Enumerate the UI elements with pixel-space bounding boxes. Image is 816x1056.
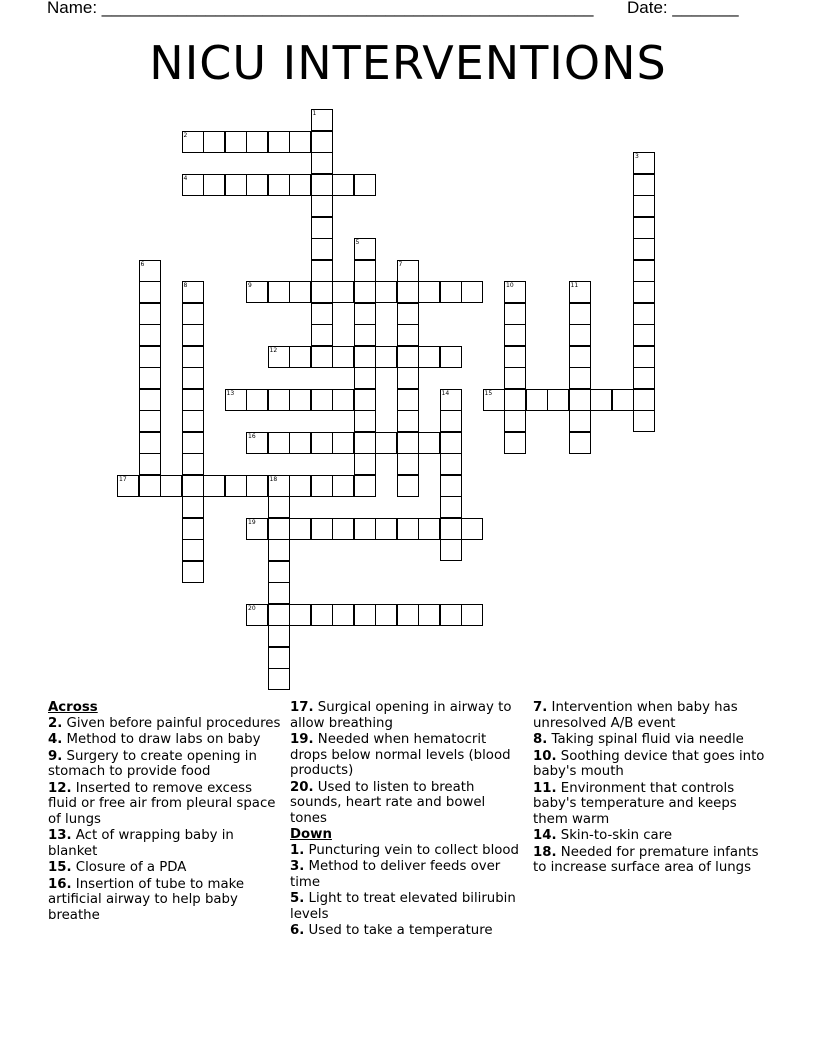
grid-cell[interactable] [332, 174, 354, 196]
grid-cell[interactable] [354, 281, 376, 303]
clue-number: 8 [183, 282, 188, 289]
clue-number-label: 8. [533, 732, 548, 747]
grid-cell[interactable] [397, 518, 419, 540]
down-clue [533, 781, 769, 828]
grid-cell[interactable] [246, 389, 268, 411]
grid-cell[interactable] [225, 174, 247, 196]
grid-cell[interactable] [526, 389, 548, 411]
grid-cell[interactable] [246, 174, 268, 196]
grid-cell[interactable] [203, 475, 225, 497]
clue-number-label: 16. [48, 876, 72, 892]
grid-cell[interactable] [569, 346, 591, 368]
grid-cell[interactable] [375, 346, 397, 368]
grid-cell[interactable] [418, 604, 440, 626]
down-clue-list-continued [533, 700, 769, 876]
grid-cell[interactable] [504, 324, 526, 346]
clue-number: 15 [484, 389, 493, 397]
clue-number: 11 [570, 282, 579, 289]
grid-cell[interactable] [332, 432, 354, 454]
grid-cell[interactable] [246, 131, 268, 153]
grid-cell[interactable] [354, 604, 376, 626]
clue-number-label: 5. [290, 891, 305, 906]
grid-cell[interactable] [268, 518, 290, 540]
grid-cell[interactable] [268, 561, 290, 583]
grid-cell[interactable] [397, 260, 419, 282]
grid-cell[interactable] [160, 475, 182, 497]
grid-cell[interactable] [139, 281, 161, 303]
clue-number: 7 [398, 260, 403, 268]
clue-number-label: 9. [48, 748, 63, 764]
grid-cell[interactable] [612, 389, 634, 411]
grid-cell[interactable] [569, 303, 591, 325]
clue-text: Given before painful procedures [62, 715, 281, 731]
clue-number: 13 [226, 389, 235, 397]
grid-cell[interactable] [332, 346, 354, 368]
clue-number-label: 1. [290, 842, 305, 858]
down-clue [533, 700, 769, 731]
grid-cell[interactable] [203, 174, 225, 196]
grid-cell[interactable] [397, 324, 419, 346]
grid-cell[interactable] [332, 475, 354, 497]
clue-text: Used to listen to breath sounds, heart rate and bowel tones [290, 779, 486, 826]
clue-text: Light to treat elevated bilirubin levels [290, 891, 516, 922]
grid-cell[interactable] [311, 174, 333, 196]
grid-cell[interactable] [311, 324, 333, 346]
grid-cell[interactable] [139, 453, 161, 475]
grid-cell[interactable] [418, 346, 440, 368]
grid-cell[interactable] [354, 389, 376, 411]
grid-cell[interactable] [440, 518, 462, 540]
grid-cell[interactable] [311, 604, 333, 626]
grid-cell[interactable] [569, 410, 591, 432]
clue-number-label: 2. [48, 715, 63, 731]
grid-cell[interactable] [375, 281, 397, 303]
clue-number: 1 [312, 110, 317, 117]
across-clue [290, 780, 526, 827]
grid-cell[interactable] [569, 324, 591, 346]
grid-cell[interactable] [354, 260, 376, 282]
grid-cell[interactable] [418, 518, 440, 540]
down-clue [290, 923, 526, 939]
across-clue [48, 828, 284, 859]
grid-cell[interactable] [182, 281, 204, 303]
clue-number-label: 11. [533, 780, 557, 796]
page-title: NICU INTERVENTIONS [149, 36, 667, 90]
across-clue [48, 732, 284, 748]
grid-cell[interactable] [139, 260, 161, 282]
grid-cell[interactable] [311, 475, 333, 497]
grid-cell[interactable] [633, 324, 655, 346]
grid-cell[interactable] [354, 432, 376, 454]
grid-cell[interactable] [332, 604, 354, 626]
grid-cell[interactable] [354, 475, 376, 497]
grid-cell[interactable] [268, 475, 290, 497]
grid-cell[interactable] [397, 604, 419, 626]
clue-number: 4 [183, 174, 188, 182]
grid-cell[interactable] [225, 131, 247, 153]
grid-cell[interactable] [182, 475, 204, 497]
name-label-text: Name: [47, 0, 102, 17]
grid-cell[interactable] [633, 346, 655, 368]
down-clue-list [290, 843, 526, 939]
grid-cell[interactable] [547, 389, 569, 411]
grid-cell[interactable] [440, 389, 462, 411]
clue-text: Insertion of tube to make artificial airway to help baby breathe [48, 876, 245, 923]
grid-cell[interactable] [397, 346, 419, 368]
grid-cell[interactable] [354, 518, 376, 540]
grid-cell[interactable] [504, 410, 526, 432]
grid-cell[interactable] [569, 389, 591, 411]
grid-cell[interactable] [397, 303, 419, 325]
grid-cell[interactable] [289, 346, 311, 368]
grid-cell[interactable] [182, 539, 204, 561]
across-clue-list-continued [290, 700, 526, 826]
grid-cell[interactable] [182, 453, 204, 475]
grid-cell[interactable] [375, 432, 397, 454]
grid-cell[interactable] [440, 432, 462, 454]
down-heading: Down [290, 827, 332, 842]
grid-cell[interactable] [268, 668, 290, 690]
grid-cell[interactable] [633, 281, 655, 303]
grid-cell[interactable] [504, 367, 526, 389]
clue-text: Intervention when baby has unresolved A/B event [533, 700, 738, 731]
grid-cell[interactable] [440, 475, 462, 497]
clue-text: Taking spinal fluid via needle [547, 732, 744, 747]
across-heading: Across [48, 700, 98, 715]
grid-cell[interactable] [354, 367, 376, 389]
grid-cell[interactable] [311, 131, 333, 153]
grid-cell[interactable] [397, 389, 419, 411]
grid-cell[interactable] [440, 453, 462, 475]
clue-text: Needed when hematocrit drops below normal levels (blood products) [290, 732, 511, 778]
grid-cell[interactable] [354, 238, 376, 260]
across-clue [48, 716, 284, 732]
grid-cell[interactable] [182, 518, 204, 540]
grid-cell[interactable] [461, 518, 483, 540]
grid-cell[interactable] [440, 496, 462, 518]
grid-cell[interactable] [311, 109, 333, 131]
grid-cell[interactable] [182, 346, 204, 368]
clue-number-label: 7. [533, 700, 548, 715]
grid-cell[interactable] [440, 410, 462, 432]
grid-cell[interactable] [354, 346, 376, 368]
grid-cell[interactable] [354, 453, 376, 475]
grid-cell[interactable] [203, 131, 225, 153]
grid-cell[interactable] [139, 389, 161, 411]
clue-number-label: 4. [48, 732, 63, 747]
down-clue [290, 843, 526, 859]
clue-number-label: 15. [48, 860, 72, 875]
grid-cell[interactable] [182, 432, 204, 454]
grid-cell[interactable] [182, 324, 204, 346]
grid-cell[interactable] [633, 367, 655, 389]
grid-cell[interactable] [633, 260, 655, 282]
grid-cell[interactable] [633, 217, 655, 239]
grid-cell[interactable] [182, 389, 204, 411]
down-clue [533, 732, 769, 748]
grid-cell[interactable] [268, 281, 290, 303]
grid-cell[interactable] [504, 303, 526, 325]
grid-cell[interactable] [139, 367, 161, 389]
grid-cell[interactable] [139, 432, 161, 454]
grid-cell[interactable] [311, 346, 333, 368]
grid-cell[interactable] [225, 389, 247, 411]
grid-cell[interactable] [182, 303, 204, 325]
grid-cell[interactable] [311, 432, 333, 454]
grid-cell[interactable] [633, 195, 655, 217]
grid-cell[interactable] [569, 367, 591, 389]
grid-cell[interactable] [375, 518, 397, 540]
grid-cell[interactable] [633, 174, 655, 196]
grid-cell[interactable] [246, 518, 268, 540]
clue-text: Surgical opening in airway to allow breathing [290, 700, 512, 731]
grid-cell[interactable] [268, 346, 290, 368]
grid-cell[interactable] [139, 410, 161, 432]
grid-cell[interactable] [268, 496, 290, 518]
clue-column-1 [48, 700, 284, 924]
grid-cell[interactable] [246, 281, 268, 303]
grid-cell[interactable] [504, 281, 526, 303]
grid-cell[interactable] [311, 152, 333, 174]
grid-cell[interactable] [633, 238, 655, 260]
clue-number: 2 [183, 131, 188, 139]
grid-cell[interactable] [139, 303, 161, 325]
grid-cell[interactable] [268, 432, 290, 454]
grid-cell[interactable] [182, 131, 204, 153]
grid-cell[interactable] [483, 389, 505, 411]
grid-cell[interactable] [418, 432, 440, 454]
clue-number: 16 [248, 432, 256, 440]
grid-cell[interactable] [289, 389, 311, 411]
clue-text: Skin-to-skin care [556, 828, 673, 843]
across-clue [290, 732, 526, 779]
grid-cell[interactable] [289, 518, 311, 540]
clue-text: Closure of a PDA [71, 860, 187, 875]
grid-cell[interactable] [268, 582, 290, 604]
grid-cell[interactable] [354, 324, 376, 346]
clue-text: Method to draw labs on baby [62, 732, 261, 747]
clue-number-label: 6. [290, 923, 305, 938]
grid-cell[interactable] [289, 475, 311, 497]
grid-cell[interactable] [461, 281, 483, 303]
grid-cell[interactable] [504, 389, 526, 411]
grid-cell[interactable] [311, 260, 333, 282]
grid-cell[interactable] [397, 410, 419, 432]
grid-cell[interactable] [461, 604, 483, 626]
grid-cell[interactable] [268, 625, 290, 647]
down-clue [533, 845, 769, 876]
clue-number-label: 17. [290, 700, 314, 715]
clue-text: Needed for premature infants to increase surface area of lungs [533, 844, 759, 875]
down-clue [290, 859, 526, 890]
name-line[interactable]: ____________________________________________________ [101, 0, 594, 17]
grid-cell[interactable] [633, 303, 655, 325]
grid-cell[interactable] [246, 604, 268, 626]
clue-number-label: 10. [533, 748, 557, 764]
grid-cell[interactable] [440, 539, 462, 561]
grid-cell[interactable] [182, 561, 204, 583]
grid-cell[interactable] [633, 410, 655, 432]
grid-cell[interactable] [289, 604, 311, 626]
clue-number-label: 19. [290, 732, 314, 747]
clue-text: Inserted to remove excess fluid or free air from pleural space of lungs [48, 780, 276, 827]
grid-cell[interactable] [139, 346, 161, 368]
grid-cell[interactable] [182, 174, 204, 196]
grid-cell[interactable] [246, 432, 268, 454]
across-clue [48, 860, 284, 876]
grid-cell[interactable] [268, 131, 290, 153]
clue-number: 3 [635, 153, 639, 160]
clue-number-label: 12. [48, 780, 72, 796]
date-label-text: Date: [627, 0, 673, 17]
clue-column-3 [533, 700, 769, 877]
grid-cell[interactable] [504, 432, 526, 454]
across-clue [290, 700, 526, 731]
grid-cell[interactable] [332, 518, 354, 540]
clue-text: Puncturing vein to collect blood [304, 842, 519, 858]
clue-number: 20 [248, 604, 256, 612]
grid-cell[interactable] [418, 281, 440, 303]
grid-cell[interactable] [311, 303, 333, 325]
grid-cell[interactable] [289, 174, 311, 196]
grid-cell[interactable] [182, 496, 204, 518]
grid-cell[interactable] [268, 174, 290, 196]
grid-cell[interactable] [354, 410, 376, 432]
grid-cell[interactable] [440, 346, 462, 368]
grid-cell[interactable] [268, 604, 290, 626]
date-line[interactable]: _______ [672, 0, 739, 17]
clue-number-label: 18. [533, 844, 557, 860]
clue-number: 6 [140, 260, 145, 268]
grid-cell[interactable] [311, 281, 333, 303]
clue-text: Surgery to create opening in stomach to provide food [48, 748, 257, 779]
grid-cell[interactable] [504, 346, 526, 368]
across-clue [48, 781, 284, 828]
grid-cell[interactable] [289, 281, 311, 303]
grid-cell[interactable] [139, 475, 161, 497]
grid-cell[interactable] [633, 152, 655, 174]
grid-cell[interactable] [569, 281, 591, 303]
clue-number-label: 14. [533, 828, 557, 843]
grid-cell[interactable] [225, 475, 247, 497]
clue-number: 17 [119, 475, 127, 483]
grid-cell[interactable] [311, 217, 333, 239]
clue-column-2 [290, 700, 526, 940]
across-clue [48, 877, 284, 924]
grid-cell[interactable] [590, 389, 612, 411]
clue-number: 18 [269, 475, 278, 483]
clue-text: Soothing device that goes into baby's mouth [533, 748, 765, 779]
clue-number: 14 [441, 389, 450, 397]
grid-cell[interactable] [397, 432, 419, 454]
clue-text: Environment that controls baby's temperature and keeps them warm [533, 780, 737, 827]
grid-cell[interactable] [397, 475, 419, 497]
down-clue [533, 749, 769, 780]
clue-text: Act of wrapping baby in blanket [48, 828, 234, 859]
clue-number: 9 [248, 282, 252, 289]
grid-cell[interactable] [311, 518, 333, 540]
grid-cell[interactable] [332, 389, 354, 411]
down-clue [290, 891, 526, 922]
grid-cell[interactable] [375, 604, 397, 626]
clue-number: 12 [269, 346, 278, 354]
clue-number-label: 20. [290, 779, 314, 795]
grid-cell[interactable] [397, 367, 419, 389]
grid-cell[interactable] [354, 174, 376, 196]
grid-cell[interactable] [354, 303, 376, 325]
across-clue-list [48, 716, 284, 924]
down-clue [533, 828, 769, 844]
grid-cell[interactable] [139, 324, 161, 346]
grid-cell[interactable] [182, 410, 204, 432]
clue-text: Used to take a temperature [304, 923, 493, 938]
clue-text: Method to deliver feeds over time [290, 859, 501, 890]
grid-cell[interactable] [440, 281, 462, 303]
grid-cell[interactable] [268, 539, 290, 561]
grid-cell[interactable] [311, 389, 333, 411]
grid-cell[interactable] [332, 281, 354, 303]
grid-cell[interactable] [289, 131, 311, 153]
grid-cell[interactable] [633, 389, 655, 411]
grid-cell[interactable] [117, 475, 139, 497]
clue-number: 5 [355, 239, 360, 246]
grid-cell[interactable] [246, 475, 268, 497]
grid-cell[interactable] [289, 432, 311, 454]
grid-cell[interactable] [268, 389, 290, 411]
grid-cell[interactable] [440, 604, 462, 626]
grid-cell[interactable] [397, 453, 419, 475]
grid-cell[interactable] [311, 238, 333, 260]
grid-cell[interactable] [397, 281, 419, 303]
grid-cell[interactable] [268, 647, 290, 669]
clue-number: 10 [506, 282, 514, 289]
across-clue [48, 749, 284, 780]
grid-cell[interactable] [569, 432, 591, 454]
grid-cell[interactable] [182, 367, 204, 389]
clue-number-label: 3. [290, 859, 305, 874]
grid-cell[interactable] [311, 195, 333, 217]
clue-number-label: 13. [48, 828, 72, 843]
clue-number: 19 [248, 518, 256, 526]
